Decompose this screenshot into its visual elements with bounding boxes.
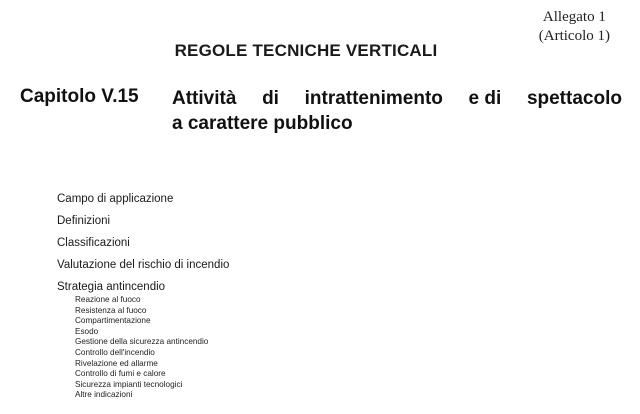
toc-item-strategia-antincendio (57, 280, 229, 401)
chapter-title-word: intrattenimento (304, 88, 443, 109)
chapter-title-word: e di (468, 88, 502, 109)
chapter-title-line-2: a carattere pubblico (172, 113, 353, 134)
toc-sub-item: Esodo (75, 326, 99, 336)
chapter-title (172, 86, 622, 136)
chapter-title-line-1 (172, 86, 622, 111)
toc-item-campo-di-applicazione: Campo di applicazione (57, 193, 174, 205)
toc-sub-item: Rivelazione ed allarme (75, 358, 158, 368)
chapter-title-word: spettacolo (526, 88, 622, 109)
toc-sub-item: Altre indicazioni (75, 390, 133, 400)
toc-item-label: Strategia antincendio (57, 281, 166, 293)
toc-item-valutazione-rischio: Valutazione del rischio di incendio (57, 259, 230, 271)
toc-item-classificazioni: Classificazioni (57, 237, 130, 249)
toc-sub-item: Controllo dell'incendio (75, 347, 155, 357)
table-of-contents (57, 192, 229, 401)
toc-sub-item: Compartimentazione (75, 316, 151, 326)
document-title: REGOLE TECNICHE VERTICALI (174, 41, 438, 60)
toc-sub-item: Reazione al fuoco (75, 295, 141, 304)
annex-number: Allegato 1 (542, 9, 606, 25)
toc-sub-item: Sicurezza impianti tecnologici (75, 379, 183, 389)
chapter-number: Capitolo V.15 (20, 86, 139, 107)
annex-article: (Articolo 1) (538, 28, 610, 44)
toc-sub-item: Resistenza al fuoco (75, 305, 147, 315)
toc-item-definizioni: Definizioni (57, 215, 111, 227)
toc-sub-item: Controllo di fumi e calore (75, 369, 166, 379)
toc-sub-list (75, 295, 229, 401)
toc-sub-item: Gestione della sicurezza antincendio (75, 337, 209, 347)
chapter-title-word: di (262, 88, 279, 109)
chapter-heading (20, 86, 622, 136)
chapter-title-word: Attività (172, 88, 237, 109)
